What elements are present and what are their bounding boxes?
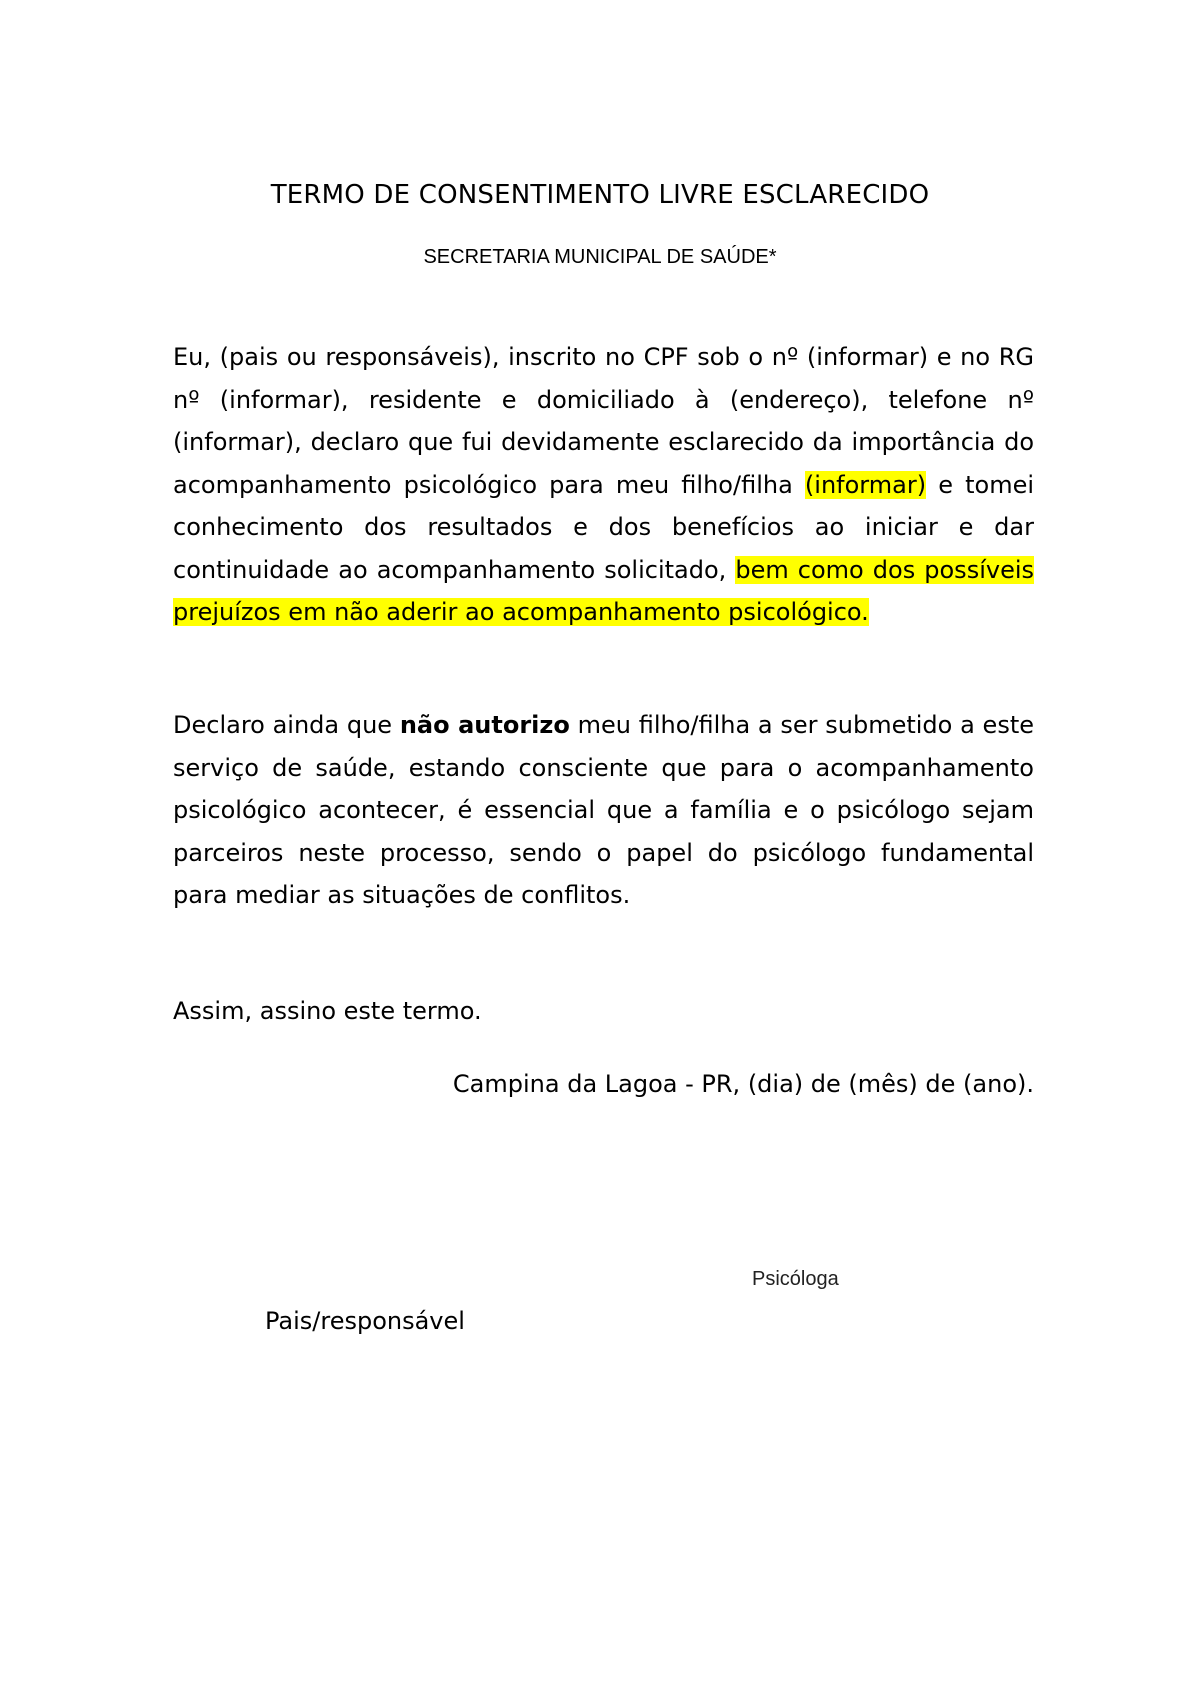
paragraph-non-authorization (173, 704, 1034, 917)
paragraph-signature-statement: Assim, assino este termo. (173, 997, 482, 1025)
document-subtitle: SECRETARIA MUNICIPAL DE SAÚDE* (423, 246, 777, 268)
highlight-child-field: (informar) (804, 470, 927, 499)
paragraph-declaration (173, 336, 1034, 634)
paragraph-non-authorization-rest: meu filho/filha a ser submetido a este serviço de saúde, estando consciente que para o acompanhamento psicológico acontecer, é essencial que a família e o psicólogo sejam parceiros neste processo, sendo o papel do psicólogo fundamental para mediar as situações de conflitos. (173, 711, 1035, 909)
highlight-consequences: bem como dos possíveis prejuízos em não aderir ao acompanhamento psicológico. (173, 555, 1035, 626)
paragraph-declaration-intro: Eu, (pais ou responsáveis), inscrito no CPF sob o nº (informar) e no RG nº (informar), residente e domiciliado à (endereço), telefone nº (informar), declaro que fui devidamente esclarecido da importância do acompanhamento psicológico para meu filho/filha (173, 343, 1034, 499)
paragraph-non-authorization-start: Declaro ainda que (173, 711, 400, 739)
signature-parents-label: Pais/responsável (265, 1307, 465, 1335)
paragraph-declaration-middle: e tomei conhecimento dos resultados e dos benefícios ao iniciar e dar continuidade ao acompanhamento solicitado, (173, 470, 1035, 584)
dateline: Campina da Lagoa - PR, (dia) de (mês) de (ano). (452, 1070, 1034, 1098)
bold-nao-autorizo: não autorizo (399, 711, 570, 739)
signature-psychologist-label: Psicóloga (752, 1268, 839, 1290)
document-title: TERMO DE CONSENTIMENTO LIVRE ESCLARECIDO (270, 180, 930, 210)
